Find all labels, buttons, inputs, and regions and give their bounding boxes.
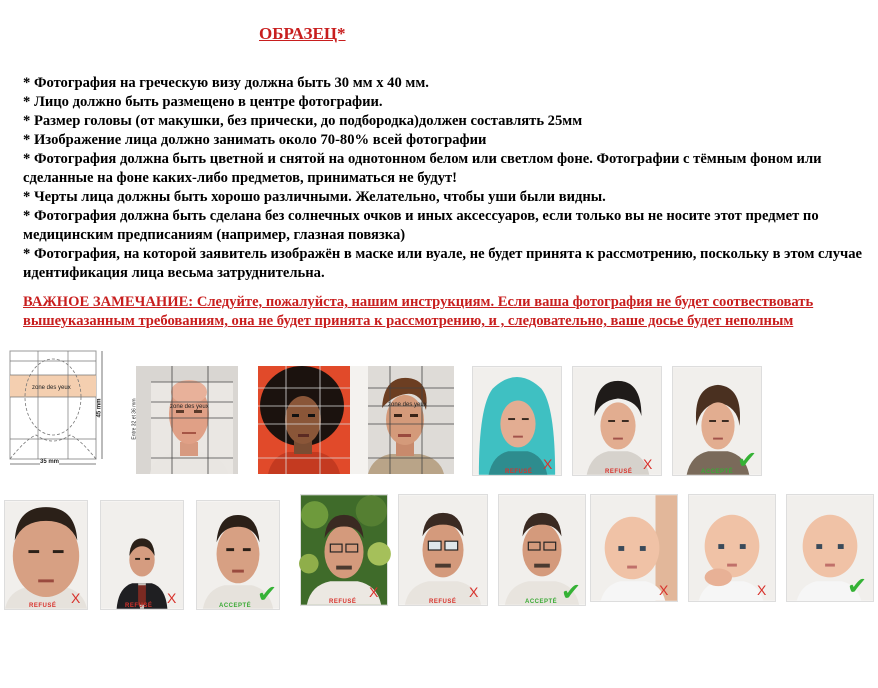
photo-glasses-reflection — [398, 494, 488, 606]
grid-photo-curly-woman — [258, 366, 360, 474]
accepted-label: ACCEPTÉ — [525, 599, 558, 605]
accepted-label: ACCEPTÉ — [219, 603, 252, 609]
photo-glasses-garden — [300, 494, 388, 606]
photo-woman-scarf — [472, 366, 562, 476]
refused-x-icon: X — [71, 590, 81, 606]
accepted-check-icon: ✔ — [737, 447, 758, 474]
diagram-width-label: 35 mm — [40, 459, 60, 465]
refused-label: REFUSÉ — [429, 599, 457, 605]
refused-x-icon: X — [643, 456, 653, 472]
grid-photo-shorthair-woman — [350, 366, 454, 474]
refused-x-icon: X — [167, 590, 177, 606]
grid-zone-label: zone des yeux — [388, 402, 427, 408]
diagram-zone-label: zone des yeux — [32, 385, 71, 391]
refused-x-icon: X — [543, 456, 553, 472]
photo-woman-accepted — [672, 366, 762, 476]
page-title: ОБРАЗЕЦ* — [259, 24, 346, 43]
photo-man-far — [100, 500, 184, 610]
rule-item: * Размер головы (от макушки, без прически, до подбородка)должен составлять 25мм — [23, 113, 583, 129]
accepted-check-icon: ✔ — [561, 579, 582, 606]
photo-baby-accepted — [786, 494, 874, 602]
refused-label: REFUSÉ — [125, 603, 153, 609]
rule-item: * Черты лица должны быть хорошо различными. Желательно, чтобы уши были видны. — [23, 189, 606, 205]
measurement-diagram — [6, 347, 110, 473]
refused-label: REFUSÉ — [505, 469, 533, 475]
rule-item: * Фотография должна быть цветной и снятой на однотонном белом или светлом фоне. Фотографии с тёмным фоном или сделанные на фоне каких-либо предметов, приниматься не будут! — [23, 151, 822, 186]
rules-list — [23, 74, 868, 283]
rule-item: * Изображение лица должно занимать около 70-80% всей фотографии — [23, 132, 487, 148]
important-notice: ВАЖНОЕ ЗАМЕЧАНИЕ: Следуйте, пожалуйста, нашим инструкциям. Если ваша фотография не будет соотвествовать вышеуказанным требованиям, она не будет принята к рассмотрению, и , следовательно, ваше досье будет неполным — [23, 294, 814, 329]
refused-x-icon: X — [469, 584, 479, 600]
accepted-check-icon: ✔ — [257, 581, 278, 608]
refused-label: REFUSÉ — [329, 599, 357, 605]
rule-item: * Лицо должно быть размещено в центре фотографии. — [23, 94, 383, 110]
photo-man-accepted — [196, 500, 280, 610]
accepted-check-icon: ✔ — [847, 573, 868, 600]
refused-x-icon: X — [369, 584, 379, 600]
refused-x-icon: X — [757, 582, 767, 598]
rule-item: * Фотография на греческую визу должна быть 30 мм х 40 мм. — [23, 75, 429, 91]
rule-item: * Фотография должна быть сделана без солнечных очков и иных аксессуаров, если только вы не носите этот предмет по медицинским предписаниям (например, глазная повязка) — [23, 208, 819, 243]
grid-photo-bald-man — [131, 366, 238, 474]
refused-label: REFUSÉ — [605, 469, 633, 475]
photo-woman-cap — [572, 366, 662, 476]
photo-baby-hand — [688, 494, 776, 602]
rule-item: * Фотография, на которой заявитель изображён в маске или вуале, не будет принята к рассмотрению, поскольку в этом случае идентификация лица весьма затруднительна. — [23, 246, 862, 281]
grid-zone-label: zone des yeux — [170, 404, 209, 410]
accepted-label: ACCEPTÉ — [701, 469, 734, 475]
diagram-height-label: 45 mm — [96, 398, 103, 418]
grid-side-label: Entre 32 et 36 mm — [131, 398, 138, 440]
photo-man-closeup — [4, 500, 88, 610]
refused-label: REFUSÉ — [29, 603, 57, 609]
refused-x-icon: X — [659, 582, 669, 598]
photo-glasses-accepted — [498, 494, 586, 606]
photo-baby-toy — [590, 494, 678, 602]
